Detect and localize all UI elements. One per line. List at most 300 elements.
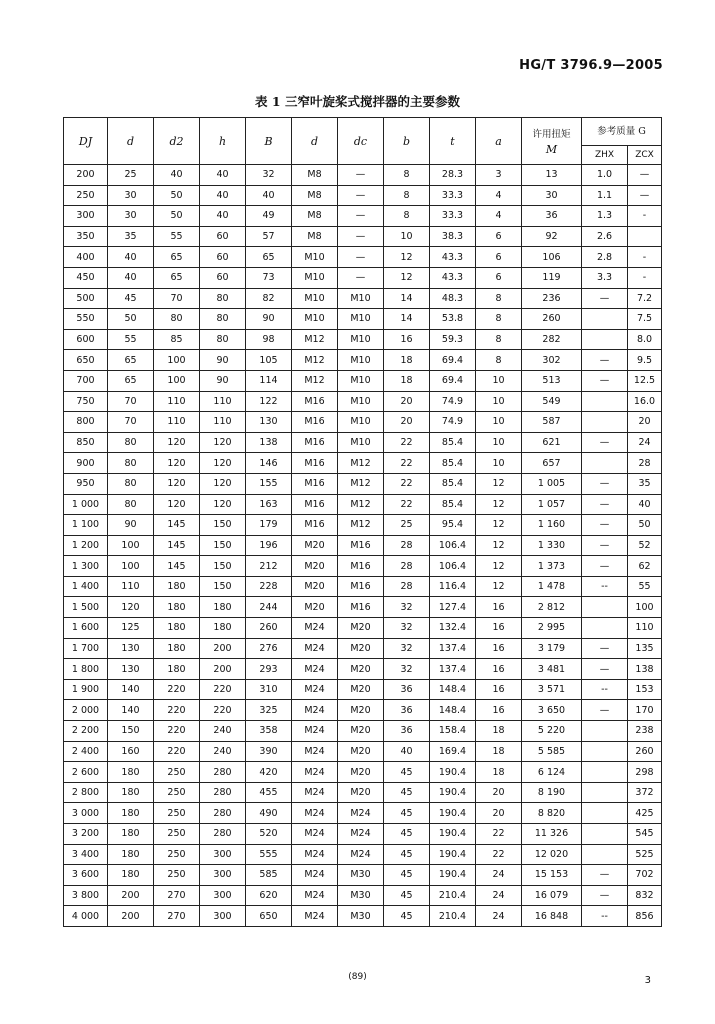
table-cell: M12	[338, 473, 384, 494]
table-cell: 120	[200, 494, 246, 515]
table-cell: M24	[338, 844, 384, 865]
table-cell: 50	[628, 515, 662, 536]
table-cell: 45	[384, 906, 430, 927]
table-cell: 43.3	[430, 247, 476, 268]
table-cell: 150	[200, 515, 246, 536]
table-cell: 90	[200, 350, 246, 371]
table-cell: 490	[246, 803, 292, 824]
table-cell: 220	[154, 700, 200, 721]
table-cell: 8	[476, 350, 522, 371]
table-cell: 48.3	[430, 288, 476, 309]
table-cell: 293	[246, 659, 292, 680]
table-cell	[582, 803, 628, 824]
table-cell: 325	[246, 700, 292, 721]
table-cell: 3 800	[64, 885, 108, 906]
table-cell: 250	[154, 782, 200, 803]
table-cell: 25	[108, 165, 154, 186]
table-cell	[628, 226, 662, 247]
table-cell: 80	[108, 494, 154, 515]
table-cell: 150	[200, 535, 246, 556]
table-cell: 127.4	[430, 597, 476, 618]
table-cell: M10	[338, 391, 384, 412]
table-cell: 30	[108, 185, 154, 206]
table-cell: 1 000	[64, 494, 108, 515]
table-cell: 35	[108, 226, 154, 247]
table-cell: 280	[200, 824, 246, 845]
table-cell: 12	[476, 494, 522, 515]
table-cell: 190.4	[430, 844, 476, 865]
table-cell: —	[582, 288, 628, 309]
table-row	[64, 453, 662, 474]
table-cell: M8	[292, 185, 338, 206]
col-header-zhx: ZHX	[582, 146, 628, 165]
table-cell: 80	[200, 309, 246, 330]
table-cell: 3 650	[522, 700, 582, 721]
table-cell: 22	[384, 453, 430, 474]
table-cell: 200	[108, 906, 154, 927]
table-cell: 45	[384, 824, 430, 845]
table-cell: 85	[154, 329, 200, 350]
table-cell: 140	[108, 700, 154, 721]
table-cell: 832	[628, 885, 662, 906]
table-cell: 228	[246, 576, 292, 597]
table-cell: 180	[200, 597, 246, 618]
table-cell: 12	[476, 556, 522, 577]
table-cell: 280	[200, 803, 246, 824]
table-cell: M20	[338, 782, 384, 803]
table-cell: 180	[200, 618, 246, 639]
table-cell: 9.5	[628, 350, 662, 371]
table-cell: 33.3	[430, 185, 476, 206]
table-cell: 28	[628, 453, 662, 474]
table-cell: 180	[108, 844, 154, 865]
table-cell: 220	[154, 721, 200, 742]
table-cell: 148.4	[430, 700, 476, 721]
table-cell: 280	[200, 762, 246, 783]
table-cell: M30	[338, 885, 384, 906]
table-cell: 950	[64, 473, 108, 494]
table-row	[64, 515, 662, 536]
table-cell: 1 800	[64, 659, 108, 680]
table-cell: 80	[200, 329, 246, 350]
table-cell: 10	[476, 453, 522, 474]
table-cell: 1.1	[582, 185, 628, 206]
table-cell: M24	[292, 700, 338, 721]
col-header-dc: dc	[338, 118, 384, 165]
col-header-a: a	[476, 118, 522, 165]
table-cell: 2 000	[64, 700, 108, 721]
table-cell: 12	[384, 267, 430, 288]
table-cell: M12	[338, 453, 384, 474]
table-cell: 4	[476, 185, 522, 206]
table-cell: 38.3	[430, 226, 476, 247]
table-cell: 100	[154, 370, 200, 391]
footer-page-marker: (89)	[348, 972, 367, 982]
table-cell: 32	[384, 597, 430, 618]
table-cell: 45	[384, 803, 430, 824]
table-cell: 116.4	[430, 576, 476, 597]
table-cell: —	[582, 370, 628, 391]
table-row	[64, 865, 662, 886]
table-row	[64, 741, 662, 762]
table-cell: 620	[246, 885, 292, 906]
table-cell: 200	[200, 638, 246, 659]
torque-symbol: M	[545, 142, 558, 156]
table-cell: M8	[292, 165, 338, 186]
table-cell: 80	[154, 309, 200, 330]
table-cell: M8	[292, 226, 338, 247]
table-cell: 22	[384, 473, 430, 494]
col-header-mass: 参考质量 G	[582, 118, 662, 146]
table-cell: 70	[154, 288, 200, 309]
table-cell: M24	[292, 906, 338, 927]
table-cell: 85.4	[430, 453, 476, 474]
col-header-torque	[522, 118, 582, 165]
table-cell: 148.4	[430, 679, 476, 700]
table-cell: 14	[384, 309, 430, 330]
table-cell: 196	[246, 535, 292, 556]
table-cell: M24	[292, 824, 338, 845]
table-cell: 2 400	[64, 741, 108, 762]
table-cell: 40	[108, 267, 154, 288]
table-cell: M10	[292, 247, 338, 268]
table-cell: M24	[292, 865, 338, 886]
table-cell: 3.3	[582, 267, 628, 288]
table-cell: 179	[246, 515, 292, 536]
table-cell: 650	[246, 906, 292, 927]
table-cell: —	[582, 494, 628, 515]
table-cell: M16	[292, 432, 338, 453]
table-cell: -	[628, 247, 662, 268]
table-cell: 40	[200, 185, 246, 206]
table-cell: 120	[200, 453, 246, 474]
table-cell: —	[338, 267, 384, 288]
table-row	[64, 370, 662, 391]
table-cell: --	[582, 906, 628, 927]
table-cell: 28	[384, 576, 430, 597]
table-cell: 300	[64, 206, 108, 227]
table-cell: 10	[476, 412, 522, 433]
table-cell: M24	[292, 803, 338, 824]
table-cell: 110	[108, 576, 154, 597]
table-cell: 110	[628, 618, 662, 639]
table-row	[64, 412, 662, 433]
table-cell: M10	[292, 288, 338, 309]
table-cell: 16	[476, 700, 522, 721]
table-cell: 24	[476, 865, 522, 886]
table-cell: 11 326	[522, 824, 582, 845]
table-cell: 53.8	[430, 309, 476, 330]
table-cell: M16	[292, 412, 338, 433]
table-cell: 8.0	[628, 329, 662, 350]
table-cell: M16	[338, 535, 384, 556]
table-row	[64, 556, 662, 577]
table-row	[64, 391, 662, 412]
table-cell: 130	[108, 638, 154, 659]
table-row	[64, 803, 662, 824]
table-cell: 7.5	[628, 309, 662, 330]
table-cell: 10	[476, 432, 522, 453]
table-cell: —	[338, 185, 384, 206]
table-cell: 120	[200, 432, 246, 453]
col-header-D: DJ	[64, 118, 108, 165]
table-cell: 22	[384, 494, 430, 515]
table-cell: 210.4	[430, 906, 476, 927]
table-cell: 130	[108, 659, 154, 680]
table-cell: 130	[246, 412, 292, 433]
table-cell: 8	[476, 288, 522, 309]
table-cell: 40	[246, 185, 292, 206]
table-cell: —	[582, 473, 628, 494]
table-cell	[582, 309, 628, 330]
table-cell: 400	[64, 247, 108, 268]
table-cell: 190.4	[430, 803, 476, 824]
table-cell: 40	[200, 206, 246, 227]
table-cell: 137.4	[430, 638, 476, 659]
table-cell: 60	[200, 267, 246, 288]
table-cell: 145	[154, 535, 200, 556]
col-header-d-bolt: d	[292, 118, 338, 165]
table-cell: 180	[108, 762, 154, 783]
table-cell: 73	[246, 267, 292, 288]
table-row	[64, 762, 662, 783]
table-cell	[582, 329, 628, 350]
table-body	[64, 165, 662, 927]
table-cell: M24	[292, 885, 338, 906]
table-cell: 16.0	[628, 391, 662, 412]
table-cell: 45	[108, 288, 154, 309]
table-cell: M10	[338, 288, 384, 309]
table-cell: 85.4	[430, 432, 476, 453]
table-cell: 20	[384, 412, 430, 433]
table-cell: 180	[154, 597, 200, 618]
table-cell: 55	[628, 576, 662, 597]
table-cell: 10	[476, 370, 522, 391]
table-cell: 85.4	[430, 494, 476, 515]
table-cell: 16	[476, 618, 522, 639]
table-cell: 220	[200, 700, 246, 721]
table-cell: 3	[476, 165, 522, 186]
table-cell: 1 100	[64, 515, 108, 536]
table-row	[64, 906, 662, 927]
table-cell: 220	[154, 679, 200, 700]
table-cell: 10	[384, 226, 430, 247]
table-cell: 3 000	[64, 803, 108, 824]
table-cell: 650	[64, 350, 108, 371]
table-header	[64, 118, 662, 165]
table-cell: M10	[338, 350, 384, 371]
table-cell: M10	[338, 412, 384, 433]
table-cell: 24	[628, 432, 662, 453]
table-cell: 550	[64, 309, 108, 330]
table-cell: 74.9	[430, 391, 476, 412]
table-cell: 212	[246, 556, 292, 577]
table-row	[64, 638, 662, 659]
table-cell: 36	[384, 679, 430, 700]
table-cell: M12	[338, 494, 384, 515]
table-cell: 1.3	[582, 206, 628, 227]
table-cell: 16 079	[522, 885, 582, 906]
col-header-t: t	[430, 118, 476, 165]
table-cell: -	[628, 206, 662, 227]
table-cell: 425	[628, 803, 662, 824]
table-cell: 12	[476, 535, 522, 556]
table-row	[64, 247, 662, 268]
table-cell: 1 200	[64, 535, 108, 556]
table-cell: 1 160	[522, 515, 582, 536]
table-cell: 18	[476, 721, 522, 742]
table-cell: 549	[522, 391, 582, 412]
table-cell: 110	[200, 391, 246, 412]
table-cell: 120	[154, 432, 200, 453]
table-cell: 4	[476, 206, 522, 227]
table-cell: 12 020	[522, 844, 582, 865]
table-cell: 150	[200, 576, 246, 597]
table-cell	[582, 844, 628, 865]
table-cell: 450	[64, 267, 108, 288]
table-cell: 621	[522, 432, 582, 453]
table-cell: 106	[522, 247, 582, 268]
table-cell: M16	[338, 556, 384, 577]
table-cell: —	[628, 165, 662, 186]
table-cell: 90	[108, 515, 154, 536]
table-cell: 65	[154, 267, 200, 288]
table-cell: 65	[246, 247, 292, 268]
table-cell: 24	[476, 885, 522, 906]
table-cell: M20	[292, 556, 338, 577]
table-cell: 8	[476, 309, 522, 330]
table-cell: 180	[154, 576, 200, 597]
table-cell: 50	[108, 309, 154, 330]
table-cell: 110	[154, 412, 200, 433]
table-cell: M20	[338, 700, 384, 721]
table-cell: 150	[200, 556, 246, 577]
table-cell: M24	[292, 721, 338, 742]
table-cell: 59.3	[430, 329, 476, 350]
table-cell: 120	[154, 494, 200, 515]
parameter-table-wrap	[63, 117, 662, 927]
table-row	[64, 473, 662, 494]
table-cell: 12	[476, 576, 522, 597]
table-cell: 180	[108, 824, 154, 845]
table-row	[64, 432, 662, 453]
table-cell: 125	[108, 618, 154, 639]
table-cell: M20	[292, 535, 338, 556]
table-cell: 3 600	[64, 865, 108, 886]
table-cell: 25	[384, 515, 430, 536]
table-cell: M16	[292, 391, 338, 412]
table-cell: M24	[292, 618, 338, 639]
table-cell: 1 330	[522, 535, 582, 556]
table-cell: M16	[292, 515, 338, 536]
table-cell: 30	[522, 185, 582, 206]
table-cell: —	[582, 350, 628, 371]
table-cell: 18	[476, 762, 522, 783]
table-cell: M24	[338, 803, 384, 824]
table-cell: 238	[628, 721, 662, 742]
table-cell: 260	[628, 741, 662, 762]
table-cell: 250	[154, 762, 200, 783]
table-cell: 120	[200, 473, 246, 494]
table-cell: —	[338, 226, 384, 247]
col-header-zcx: ZCX	[628, 146, 662, 165]
table-row	[64, 597, 662, 618]
table-cell: M12	[292, 350, 338, 371]
table-cell: 244	[246, 597, 292, 618]
table-cell: 163	[246, 494, 292, 515]
table-cell: 150	[108, 721, 154, 742]
table-cell: 22	[384, 432, 430, 453]
table-cell: 45	[384, 865, 430, 886]
table-cell: —	[628, 185, 662, 206]
table-cell: 40	[154, 165, 200, 186]
table-cell: 260	[522, 309, 582, 330]
table-cell: M20	[338, 741, 384, 762]
table-cell: 52	[628, 535, 662, 556]
table-cell: M10	[338, 329, 384, 350]
table-cell: —	[582, 638, 628, 659]
table-cell: 22	[476, 844, 522, 865]
table-row	[64, 659, 662, 680]
table-cell: 250	[154, 824, 200, 845]
table-cell: 2 600	[64, 762, 108, 783]
table-cell: 180	[108, 865, 154, 886]
table-cell: 2.8	[582, 247, 628, 268]
table-cell: 43.3	[430, 267, 476, 288]
table-cell: 122	[246, 391, 292, 412]
table-row	[64, 206, 662, 227]
table-cell: 3 200	[64, 824, 108, 845]
table-cell: 16	[476, 679, 522, 700]
table-cell: 80	[108, 453, 154, 474]
table-cell: 455	[246, 782, 292, 803]
table-cell: 13	[522, 165, 582, 186]
table-cell: 70	[108, 412, 154, 433]
table-cell: M16	[338, 576, 384, 597]
col-header-d: d	[108, 118, 154, 165]
table-row	[64, 782, 662, 803]
table-cell: 555	[246, 844, 292, 865]
table-cell: --	[582, 679, 628, 700]
table-cell: 800	[64, 412, 108, 433]
table-cell: 158.4	[430, 721, 476, 742]
col-header-B: B	[246, 118, 292, 165]
table-cell: M12	[292, 329, 338, 350]
table-row	[64, 267, 662, 288]
parameter-table	[63, 117, 662, 927]
table-cell: 16	[476, 597, 522, 618]
table-cell: M24	[292, 782, 338, 803]
table-cell: 6	[476, 226, 522, 247]
table-row	[64, 165, 662, 186]
table-cell: 45	[384, 844, 430, 865]
table-cell: 180	[108, 782, 154, 803]
table-cell: 10	[476, 391, 522, 412]
table-cell: 85.4	[430, 473, 476, 494]
standard-number: HG/T 3796.9—2005	[519, 58, 663, 73]
table-row	[64, 618, 662, 639]
table-cell: 3 571	[522, 679, 582, 700]
table-cell: M24	[338, 824, 384, 845]
table-cell: 146	[246, 453, 292, 474]
table-caption: 表 1 三窄叶旋桨式搅拌器的主要参数	[255, 94, 460, 109]
table-cell: 20	[476, 782, 522, 803]
table-cell: 65	[154, 247, 200, 268]
table-cell: M20	[338, 618, 384, 639]
table-cell: 7.2	[628, 288, 662, 309]
table-cell: 120	[154, 453, 200, 474]
table-cell: 16	[384, 329, 430, 350]
